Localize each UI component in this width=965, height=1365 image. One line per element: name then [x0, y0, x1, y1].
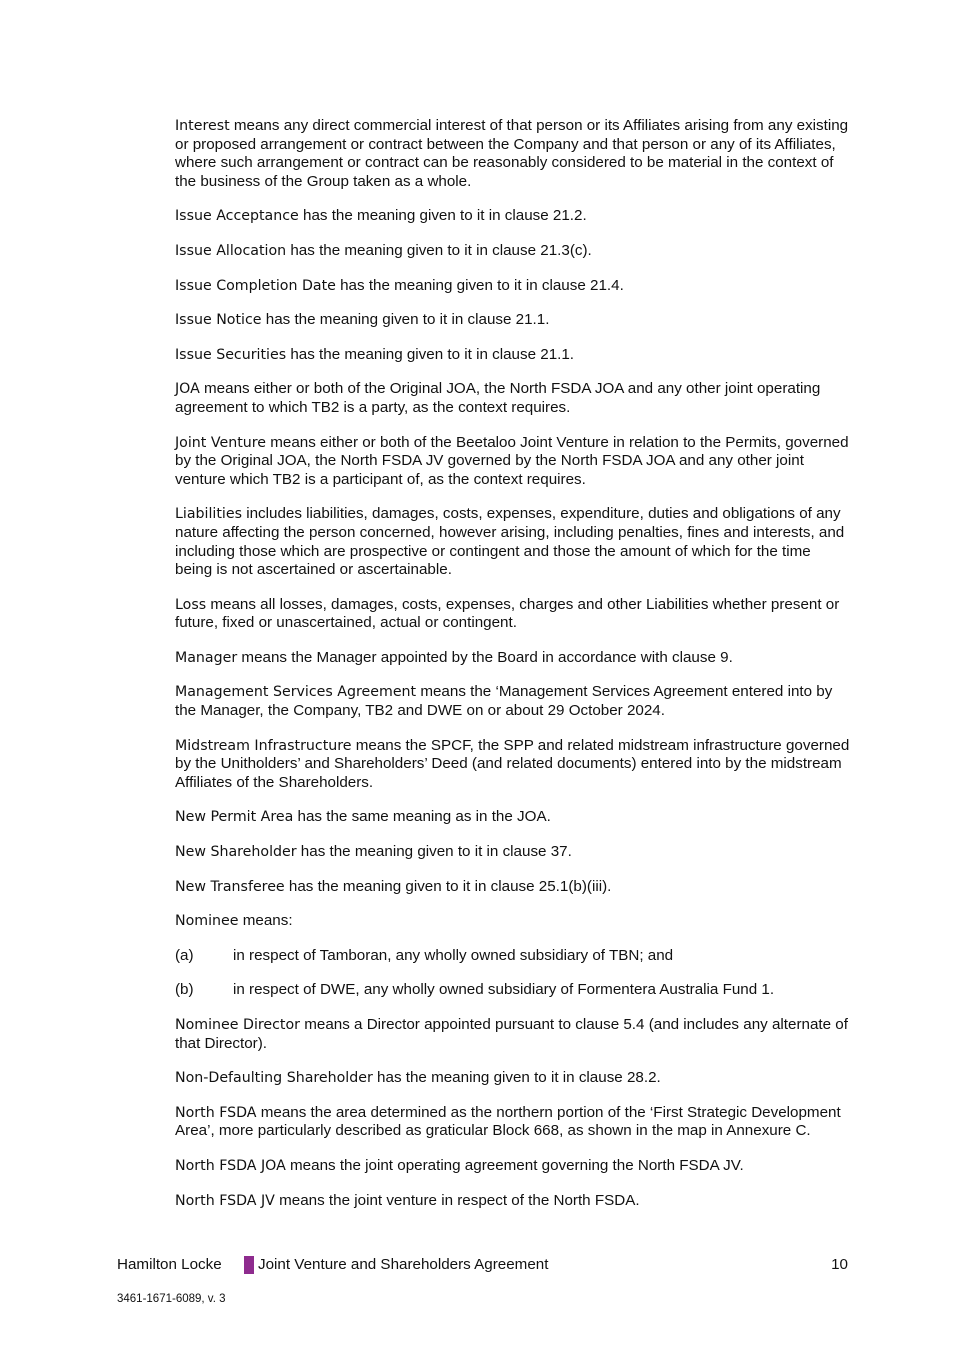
definition-text: has the meaning given to it in clause 21.1.: [286, 345, 575, 363]
definition-new-permit-area: [175, 808, 851, 827]
defined-term: Liabilities: [175, 506, 242, 523]
defined-term: Loss: [175, 596, 207, 613]
nominee-item-a: [175, 947, 851, 966]
definition-new-transferee: [175, 878, 851, 897]
definition-text: has the meaning given to it in clause 21.3(c).: [286, 241, 592, 259]
defined-term: Issue Completion Date: [175, 277, 336, 294]
footer-accent-bar: [244, 1256, 254, 1274]
definition-text: has the meaning given to it in clause 25.1(b)(iii).: [284, 877, 612, 895]
footer-firm-name: Hamilton Locke: [117, 1256, 222, 1273]
defined-term: Nominee: [175, 913, 239, 930]
definition-text: means the joint operating agreement governing the North FSDA JV.: [285, 1156, 744, 1174]
defined-term: Issue Allocation: [175, 242, 287, 259]
definition-text: means the Manager appointed by the Board in accordance with clause 9.: [237, 648, 733, 666]
definition-issue-completion-date: [175, 277, 851, 296]
defined-term: North FSDA JOA: [175, 1157, 286, 1174]
defined-term: New Permit Area: [175, 809, 294, 826]
defined-term: New Shareholder: [175, 844, 297, 861]
defined-term: New Transferee: [175, 878, 285, 895]
definition-text: means a Director appointed pursuant to clause 5.4 (and includes any alternate of that Director).: [175, 1016, 848, 1052]
definition-text: means the joint venture in respect of the North FSDA.: [274, 1191, 640, 1209]
definition-issue-securities: [175, 346, 851, 365]
definition-north-fsda-jv: [175, 1192, 851, 1211]
definition-north-fsda-joa: [175, 1157, 851, 1176]
definition-nominee-director: [175, 1016, 851, 1053]
definition-midstream-infrastructure: [175, 737, 851, 793]
item-text: in respect of Tamboran, any wholly owned subsidiary of TBN; and: [233, 946, 674, 964]
definition-text: means the SPCF, the SPP and related midstream infrastructure governed by the Unitholders’ and Shareholders’ Deed (and related documents) entered into by the midstream Affiliates of the Shareholders.: [175, 736, 850, 791]
definition-text: means any direct commercial interest of that person or its Affiliates arising from any existing or proposed arrangement or contract between the Company and that person or any of its Affiliates, where such arrangement or contract can be reasonably considered to be material in the context of the business of the Group taken as a whole.: [175, 117, 849, 190]
defined-term: Issue Notice: [175, 312, 262, 329]
definition-text: includes liabilities, damages, costs, expenses, expenditure, duties and obligations of any nature affecting the person concerned, however arising, including penalties, fines and interests, and including those which are prospective or contingent and those the amount of which for the time being is not ascertained or ascertainable.: [175, 505, 845, 579]
defined-term: North FSDA: [175, 1104, 257, 1121]
defined-term: Manager: [175, 649, 238, 666]
definition-text: has the same meaning as in the JOA.: [293, 808, 551, 826]
defined-term: Interest: [175, 118, 230, 134]
definition-text: has the meaning given to it in clause 21.1.: [261, 311, 550, 329]
item-text: in respect of DWE, any wholly owned subsidiary of Formentera Australia Fund 1.: [233, 981, 775, 999]
definition-new-shareholder: [175, 843, 851, 862]
footer-document-title: Joint Venture and Shareholders Agreement: [258, 1256, 549, 1273]
definition-text: means either or both of the Original JOA, the North FSDA JOA and any other joint operating agreement to which TB2 is a party, as the context requires.: [175, 380, 821, 416]
definition-non-defaulting-shareholder: [175, 1069, 851, 1088]
definition-joint-venture: [175, 434, 851, 490]
definition-north-fsda: [175, 1104, 851, 1141]
definition-text: means all losses, damages, costs, expenses, charges and other Liabilities whether present or future, fixed or unascertained, actual or contingent.: [175, 595, 840, 632]
definition-text: has the meaning given to it in clause 28.2.: [372, 1069, 661, 1087]
definition-manager: [175, 649, 851, 668]
definition-liabilities: [175, 505, 851, 579]
definition-text: has the meaning given to it in clause 21.2.: [298, 207, 587, 225]
definition-nominee: [175, 912, 851, 931]
definition-text: means the ‘Management Services Agreement entered into by the Manager, the Company, TB2 and DWE on or about 29 October 2024.: [175, 683, 833, 720]
definition-issue-acceptance: [175, 207, 851, 226]
definition-text: means the area determined as the northern portion of the ‘First Strategic Development Area’, more particularly described as graticular Block 668, as shown in the map in Annexure C.: [175, 1103, 841, 1140]
definition-loss: [175, 596, 851, 633]
defined-term: Management Services Agreement: [175, 684, 417, 701]
definition-joa: [175, 380, 851, 417]
document-reference: 3461-1671-6089, v. 3: [117, 1293, 226, 1305]
definitions-list: [175, 117, 851, 1226]
defined-term: North FSDA JV: [175, 1192, 275, 1209]
definition-issue-allocation: [175, 242, 851, 261]
defined-term: Joint Venture: [175, 434, 266, 451]
definition-issue-notice: [175, 311, 851, 330]
defined-term: Midstream Infrastructure: [175, 737, 352, 754]
page-number: 10: [831, 1256, 848, 1273]
nominee-item-b: [175, 981, 851, 1000]
definition-text: has the meaning given to it in clause 21.4.: [335, 276, 624, 294]
defined-term: JOA: [175, 381, 200, 398]
definition-text: means either or both of the Beetaloo Joint Venture in relation to the Permits, governed by the Original JOA, the North FSDA JV governed by the North FSDA JOA and any other joint venture which TB2 is a participant of, as the context requires.: [175, 433, 849, 488]
defined-term: Issue Acceptance: [175, 208, 299, 225]
definition-interest: [175, 117, 851, 191]
defined-term: Non-Defaulting Shareholder: [175, 1070, 373, 1087]
defined-term: Issue Securities: [175, 346, 287, 363]
item-label: (b): [175, 981, 194, 999]
definition-text: has the meaning given to it in clause 37.: [296, 843, 572, 861]
definition-text: means:: [238, 912, 293, 930]
definition-management-services-agreement: [175, 683, 851, 720]
item-label: (a): [175, 946, 194, 964]
defined-term: Nominee Director: [175, 1017, 301, 1033]
page-footer: [117, 1255, 848, 1275]
